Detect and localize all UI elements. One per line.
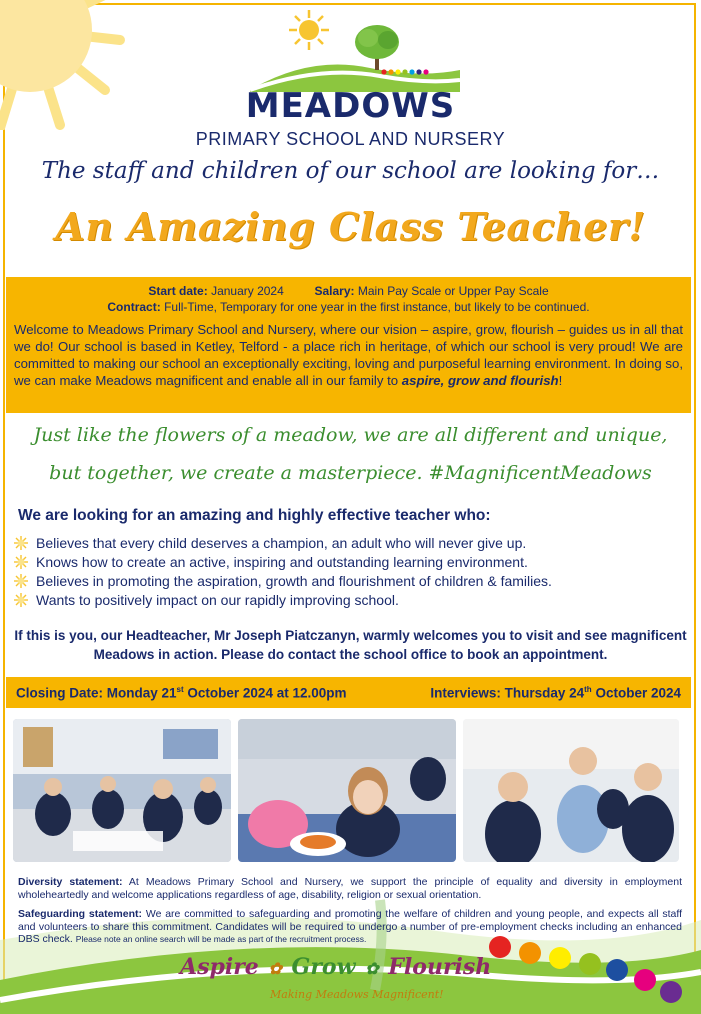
start-value: January 2024	[211, 284, 284, 298]
interview-date: Interviews: Thursday 24th October 2024	[430, 684, 681, 701]
motto-flourish: Flourish	[388, 954, 492, 980]
welcome-emphasis: aspire, grow and flourish	[401, 373, 559, 388]
diversity-statement: Diversity statement: At Meadows Primary School and Nursery, we support the principle of equality and diversity in employment wholeheartedly and welcome applications regardless of age, disability, religion or sexual orientation.	[18, 876, 682, 901]
school-logo	[250, 20, 460, 92]
salary-label: Salary:	[314, 284, 355, 298]
list-item: Believes that every child deserves a champion, an adult who will never give up.	[14, 534, 552, 553]
motto-grow: Grow	[291, 954, 356, 980]
contract-value: Full-Time, Temporary for one year in the first instance, but likely to be continued.	[164, 300, 590, 314]
sun-bullet-icon	[14, 536, 28, 550]
sun-bullet-icon	[14, 574, 28, 588]
footer-slogan: Making Meadows Magnificent!	[270, 988, 444, 1001]
tagline: The staff and children of our school are looking for…	[41, 158, 660, 184]
quote-line-2: but together, we create a masterpiece. #MagnificentMeadows	[49, 462, 652, 484]
start-label: Start date:	[148, 284, 208, 298]
motto-aspire: Aspire	[180, 954, 259, 980]
classroom-photo-3	[463, 719, 679, 862]
dates-bar	[6, 677, 691, 708]
salary-value: Main Pay Scale or Upper Pay Scale	[357, 284, 549, 298]
list-item: Believes in promoting the aspiration, growth and flourishment of children & families.	[14, 572, 552, 591]
call-to-action: If this is you, our Headteacher, Mr Joseph Piatczanyn, warmly welcomes you to visit and see magnificent Meadows in action. Please do contact the school office to book an appointment.	[14, 628, 687, 662]
list-item: Knows how to create an active, inspiring and outstanding learning environment.	[14, 553, 552, 572]
welcome-paragraph	[14, 321, 683, 389]
welcome-end: !	[558, 373, 563, 388]
job-details-box	[6, 277, 691, 413]
contract-label: Contract:	[107, 300, 161, 314]
closing-date: Closing Date: Monday 21st October 2024 at 12.00pm	[16, 684, 347, 701]
sun-bullet-icon	[14, 593, 28, 607]
footer-motto: Aspire ✿ Grow ✿ Flourish	[180, 954, 492, 980]
contract-line	[14, 299, 683, 315]
school-name: MEADOWS	[245, 86, 456, 126]
welcome-text: Welcome to Meadows Primary School and Nursery, where our vision – aspire, grow, flourish – guides us in all that we do! Our school is based in Ketley, Telford - a place rich in heritage, of which our school is very proud! We are committed to making our school an exceptionally exciting, loving and purposeful learning environment. In doing so, we can make Meadows magnificent and enable all in our family to	[14, 322, 683, 388]
sun-bullet-icon	[14, 555, 28, 569]
requirements-heading: We are looking for an amazing and highly effective teacher who:	[18, 507, 491, 524]
quote-line-1: Just like the flowers of a meadow, we are all different and unique,	[33, 424, 668, 446]
start-salary-line	[14, 283, 683, 299]
classroom-photo-1	[13, 719, 231, 862]
classroom-photo-2	[238, 719, 456, 862]
list-item: Wants to positively impact on our rapidly improving school.	[14, 591, 552, 610]
headline: An Amazing Class Teacher!	[55, 204, 646, 249]
requirements-list	[14, 534, 552, 610]
safeguarding-statement: Safeguarding statement: We are committed to safeguarding and promoting the welfare of children and young people, and expects all staff and volunteers to share this commitment. Candidates will be required to undergo a number of pre-employment checks including an enhanced DBS check. Please note an online search will be made as part of the recruitment process.	[18, 908, 682, 946]
school-subtitle: PRIMARY SCHOOL AND NURSERY	[195, 129, 506, 149]
